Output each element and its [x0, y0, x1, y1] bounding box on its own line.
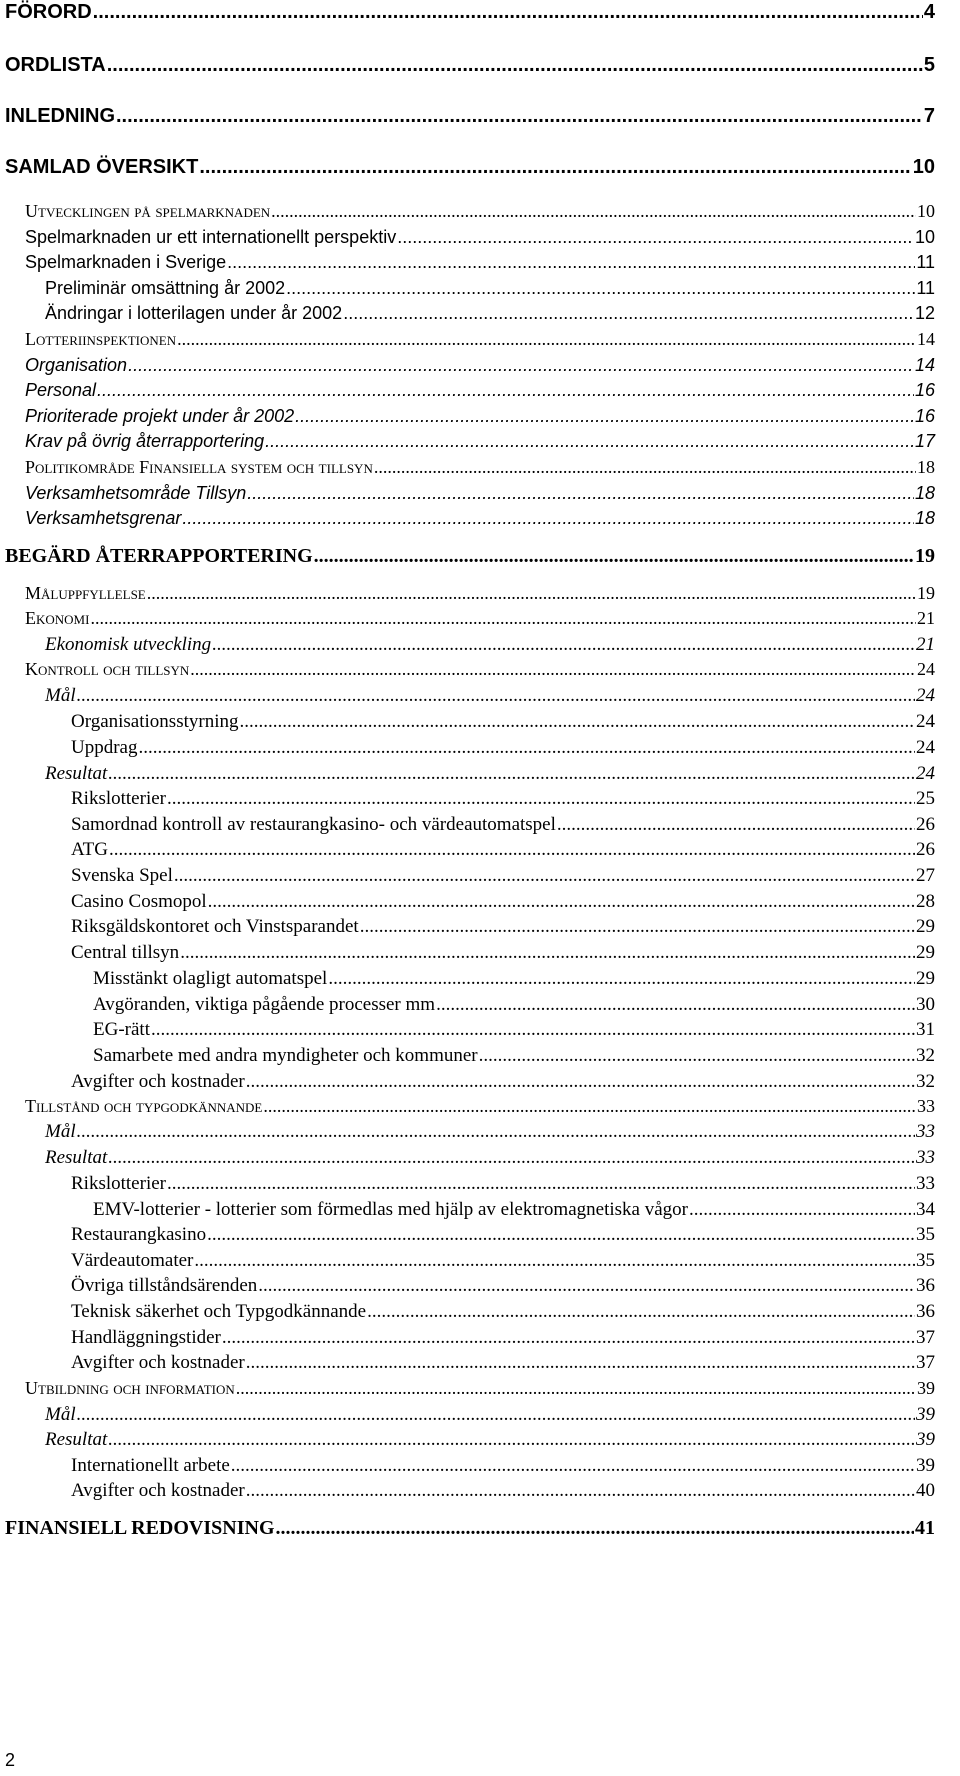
toc-dot-leader — [182, 509, 914, 527]
toc-entry-page: 18 — [914, 483, 935, 503]
toc-dot-leader — [177, 330, 916, 348]
toc-entry[interactable] — [71, 840, 935, 859]
toc-entry-title: INLEDNING — [5, 105, 115, 127]
toc-entry-page: 16 — [914, 380, 935, 400]
toc-entry-page: 34 — [916, 1199, 935, 1220]
toc-dot-leader — [258, 1276, 915, 1295]
toc-entry-page: 16 — [914, 406, 935, 426]
toc-dot-leader — [97, 381, 914, 399]
toc-dot-leader — [167, 1174, 915, 1193]
toc-entry[interactable] — [71, 1072, 935, 1091]
toc-dot-leader — [236, 1379, 916, 1397]
toc-entry[interactable] — [25, 356, 935, 374]
toc-dot-leader — [246, 1481, 915, 1500]
toc-dot-leader — [360, 917, 915, 936]
toc-entry-title: Resultat — [45, 763, 108, 784]
toc-entry-page: 33 — [917, 1096, 935, 1116]
toc-entry-title: Casino Cosmopol — [71, 891, 207, 912]
toc-entry[interactable] — [25, 228, 935, 246]
toc-dot-leader — [208, 892, 915, 911]
toc-entry-title: Samarbete med andra myndigheter och kommuner — [93, 1045, 478, 1066]
toc-entry[interactable] — [71, 943, 935, 962]
toc-entry[interactable] — [93, 995, 935, 1014]
toc-entry[interactable] — [25, 330, 935, 348]
toc-entry[interactable] — [71, 1302, 935, 1321]
toc-entry-title: Krav på övrig återrapportering — [25, 431, 265, 451]
toc-dot-leader — [247, 484, 914, 502]
toc-dot-leader — [557, 815, 915, 834]
toc-entry-page: 32 — [916, 1071, 935, 1092]
toc-entry-title: Spelmarknaden ur ett internationellt perspektiv — [25, 227, 397, 247]
toc-entry[interactable] — [25, 432, 935, 450]
toc-entry-page: 33 — [916, 1121, 935, 1142]
toc-entry[interactable] — [5, 55, 935, 75]
toc-entry-title: Måluppfyllelse — [25, 583, 146, 603]
toc-entry-title: Tillstånd och typgodkännande — [25, 1096, 263, 1116]
toc-entry-title: Politikområde Finansiella system och tillsyn — [25, 457, 373, 477]
toc-entry-page: 14 — [917, 329, 935, 349]
toc-entry[interactable] — [93, 1200, 935, 1219]
toc-entry-page: 10 — [917, 201, 935, 221]
toc-dot-leader — [227, 253, 915, 271]
toc-entry-page: 35 — [916, 1224, 935, 1245]
toc-entry[interactable] — [71, 1456, 935, 1475]
toc-dot-leader — [367, 1302, 915, 1321]
toc-entry[interactable] — [45, 279, 935, 297]
toc-entry[interactable] — [25, 253, 935, 271]
toc-dot-leader — [295, 407, 914, 425]
toc-dot-leader — [109, 840, 915, 859]
toc-entry-page: 41 — [915, 1517, 935, 1539]
toc-dot-leader — [436, 995, 915, 1014]
toc-dot-leader — [108, 1430, 915, 1449]
toc-entry[interactable] — [93, 1046, 935, 1065]
toc-dot-leader — [231, 1456, 915, 1475]
toc-dot-leader — [108, 1148, 915, 1167]
toc-entry[interactable] — [71, 815, 935, 834]
toc-entry-title: Resultat — [45, 1147, 108, 1168]
toc-entry-page: 11 — [916, 278, 935, 298]
toc-entry-page: 24 — [917, 659, 935, 679]
toc-entry-title: Teknisk säkerhet och Typgodkännande — [71, 1301, 367, 1322]
toc-entry[interactable] — [71, 866, 935, 885]
toc-entry-page: 24 — [916, 763, 935, 784]
toc-entry-title: Internationellt arbete — [71, 1455, 230, 1476]
toc-entry-page: 28 — [916, 891, 935, 912]
toc-entry[interactable] — [71, 1328, 935, 1347]
toc-entry-title: EMV-lotterier - lotterier som förmedlas med hjälp av elektromagnetiska vågor — [93, 1199, 688, 1220]
toc-dot-leader — [138, 738, 915, 757]
toc-entry[interactable] — [71, 1174, 935, 1193]
toc-entry-page: 39 — [917, 1378, 935, 1398]
toc-entry[interactable] — [45, 1430, 935, 1449]
toc-entry-page: 39 — [916, 1455, 935, 1476]
toc-entry-title: Verksamhetsgrenar — [25, 508, 182, 528]
toc-dot-leader — [190, 660, 916, 678]
toc-entry[interactable] — [25, 202, 935, 220]
toc-entry[interactable] — [25, 407, 935, 425]
toc-entry-title: Organisation — [25, 355, 128, 375]
toc-entry-page: 17 — [914, 431, 935, 451]
toc-entry-title: Restaurangkasino — [71, 1224, 207, 1245]
toc-entry-page: 10 — [912, 156, 935, 178]
toc-entry-page: 39 — [916, 1429, 935, 1450]
toc-entry-page: 10 — [914, 227, 935, 247]
toc-entry-page: 24 — [916, 685, 935, 706]
toc-entry-title: Samordnad kontroll av restaurangkasino- och värdeautomatspel — [71, 814, 556, 835]
toc-entry[interactable] — [25, 458, 935, 476]
toc-entry-title: ORDLISTA — [5, 54, 106, 76]
toc-entry-title: Rikslotterier — [71, 788, 166, 809]
toc-entry[interactable] — [71, 1481, 935, 1500]
toc-dot-leader — [180, 943, 915, 962]
toc-entry-page: 27 — [916, 865, 935, 886]
toc-entry-title: Ekonomisk utveckling — [45, 634, 212, 655]
toc-entry-title: SAMLAD ÖVERSIKT — [5, 156, 199, 178]
toc-dot-leader — [147, 584, 916, 602]
toc-entry[interactable] — [93, 1020, 935, 1039]
toc-entry-page: 25 — [916, 788, 935, 809]
toc-entry-page: 37 — [916, 1352, 935, 1373]
toc-entry-page: 30 — [916, 994, 935, 1015]
toc-entry[interactable] — [71, 892, 935, 911]
toc-entry-title: Ändringar i lotterilagen under år 2002 — [45, 303, 343, 323]
toc-entry-title: Mål — [45, 1121, 76, 1142]
toc-dot-leader — [286, 279, 915, 297]
toc-entry-title: Utbildning och information — [25, 1378, 235, 1398]
toc-entry[interactable] — [25, 509, 935, 527]
toc-entry-title: EG-rätt — [93, 1019, 150, 1040]
toc-entry-page: 29 — [916, 968, 935, 989]
toc-dot-leader — [199, 157, 911, 177]
toc-entry-page: 31 — [916, 1019, 935, 1040]
toc-entry-title: BEGÄRD ÅTERRAPPORTERING — [5, 545, 313, 567]
toc-entry-title: ATG — [71, 839, 108, 860]
toc-entry-page: 18 — [914, 508, 935, 528]
toc-entry-page: 21 — [917, 608, 935, 628]
toc-entry[interactable] — [5, 106, 935, 126]
toc-entry-page: 24 — [916, 711, 935, 732]
toc-dot-leader — [314, 546, 914, 566]
toc-entry[interactable] — [45, 304, 935, 322]
toc-entry[interactable] — [71, 1276, 935, 1295]
toc-dot-leader — [271, 202, 916, 220]
toc-entry[interactable] — [5, 1518, 935, 1538]
toc-dot-leader — [479, 1046, 915, 1065]
toc-entry-page: 24 — [916, 737, 935, 758]
toc-dot-leader — [194, 1251, 915, 1270]
toc-entry-title: Central tillsyn — [71, 942, 180, 963]
toc-dot-leader — [246, 1072, 915, 1091]
page-number: 2 — [5, 1750, 16, 1770]
toc-entry[interactable] — [25, 381, 935, 399]
toc-dot-leader — [174, 866, 915, 885]
toc-entry-page: 26 — [916, 814, 935, 835]
toc-entry[interactable] — [71, 789, 935, 808]
toc-dot-leader — [93, 2, 923, 22]
toc-entry-page: 19 — [915, 545, 935, 567]
toc-dot-leader — [77, 1405, 915, 1424]
toc-entry-title: Handläggningstider — [71, 1327, 221, 1348]
toc-dot-leader — [343, 304, 914, 322]
toc-entry-page: 32 — [916, 1045, 935, 1066]
toc-dot-leader — [263, 1097, 916, 1115]
toc-entry[interactable] — [45, 635, 935, 654]
toc-entry[interactable] — [45, 1148, 935, 1167]
toc-entry[interactable] — [71, 1353, 935, 1372]
toc-entry-title: Avgifter och kostnader — [71, 1071, 245, 1092]
toc-entry-title: Avgifter och kostnader — [71, 1352, 245, 1373]
toc-entry-page: 36 — [916, 1275, 935, 1296]
toc-entry-page: 7 — [923, 105, 935, 127]
toc-entry[interactable] — [25, 584, 935, 602]
toc-entry-page: 4 — [923, 1, 935, 23]
toc-entry-title: Kontroll och tillsyn — [25, 659, 190, 679]
toc-entry-page: 37 — [916, 1327, 935, 1348]
toc-entry[interactable] — [45, 686, 935, 705]
toc-entry-page: 35 — [916, 1250, 935, 1271]
toc-entry-title: Lotteriinspektionen — [25, 329, 177, 349]
toc-entry[interactable] — [5, 157, 935, 177]
toc-entry-title: Avgifter och kostnader — [71, 1480, 245, 1501]
toc-entry-title: Mål — [45, 1404, 76, 1425]
toc-entry-title: Preliminär omsättning år 2002 — [45, 278, 286, 298]
toc-dot-leader — [689, 1200, 915, 1219]
toc-entry[interactable] — [45, 1122, 935, 1141]
toc-dot-leader — [374, 458, 916, 476]
toc-entry[interactable] — [25, 484, 935, 502]
toc-entry[interactable] — [45, 1405, 935, 1424]
toc-dot-leader — [116, 106, 923, 126]
toc-dot-leader — [77, 1122, 915, 1141]
toc-entry[interactable] — [25, 609, 935, 627]
toc-entry-title: FÖRORD — [5, 1, 92, 23]
toc-entry[interactable] — [93, 969, 935, 988]
toc-entry-title: Resultat — [45, 1429, 108, 1450]
toc-entry[interactable] — [45, 764, 935, 783]
toc-entry-page: 33 — [916, 1173, 935, 1194]
toc-entry-title: Misstänkt olagligt automatspel — [93, 968, 328, 989]
toc-dot-leader — [151, 1020, 915, 1039]
toc-entry[interactable] — [71, 1225, 935, 1244]
toc-dot-leader — [90, 609, 916, 627]
toc-entry-page: 29 — [916, 942, 935, 963]
toc-entry-page: 18 — [917, 457, 935, 477]
toc-entry[interactable] — [25, 1379, 935, 1397]
toc-dot-leader — [397, 228, 914, 246]
toc-entry-title: Spelmarknaden i Sverige — [25, 252, 227, 272]
toc-entry-page: 21 — [916, 634, 935, 655]
toc-entry-page: 29 — [916, 916, 935, 937]
toc-entry-page: 26 — [916, 839, 935, 860]
toc-entry-title: Organisationsstyrning — [71, 711, 239, 732]
toc-dot-leader — [222, 1328, 915, 1347]
toc-dot-leader — [167, 789, 915, 808]
toc-entry[interactable] — [71, 738, 935, 757]
toc-entry[interactable] — [71, 1251, 935, 1270]
toc-entry-title: FINANSIELL REDOVISNING — [5, 1517, 275, 1539]
toc-entry-page: 39 — [916, 1404, 935, 1425]
toc-entry-page: 40 — [916, 1480, 935, 1501]
toc-dot-leader — [128, 356, 914, 374]
toc-entry[interactable] — [25, 660, 935, 678]
toc-entry-page: 19 — [917, 583, 935, 603]
toc-entry[interactable] — [5, 2, 935, 22]
toc-dot-leader — [212, 635, 915, 654]
toc-dot-leader — [107, 55, 923, 75]
toc-dot-leader — [265, 432, 914, 450]
toc-entry-title: Utvecklingen på spelmarknaden — [25, 201, 271, 221]
toc-entry-page: 33 — [916, 1147, 935, 1168]
toc-entry-title: Svenska Spel — [71, 865, 173, 886]
toc-dot-leader — [108, 764, 915, 783]
toc-dot-leader — [246, 1353, 915, 1372]
toc-entry[interactable] — [71, 917, 935, 936]
toc-entry-title: Personal — [25, 380, 97, 400]
toc-entry-page: 5 — [923, 54, 935, 76]
toc-entry-title: Verksamhetsområde Tillsyn — [25, 483, 247, 503]
toc-entry-title: Värdeautomater — [71, 1250, 194, 1271]
toc-entry-page: 12 — [914, 303, 935, 323]
toc-entry-title: Avgöranden, viktiga pågående processer mm — [93, 994, 436, 1015]
toc-entry-page: 11 — [916, 252, 935, 272]
toc-entry[interactable] — [71, 712, 935, 731]
toc-dot-leader — [328, 969, 915, 988]
toc-entry-title: Rikslotterier — [71, 1173, 166, 1194]
toc-dot-leader — [207, 1225, 915, 1244]
toc-dot-leader — [239, 712, 915, 731]
toc-entry[interactable] — [25, 1097, 935, 1115]
toc-entry-page: 14 — [914, 355, 935, 375]
toc-entry-title: Riksgäldskontoret och Vinstsparandet — [71, 916, 359, 937]
toc-entry[interactable] — [5, 546, 935, 566]
toc-entry-title: Uppdrag — [71, 737, 138, 758]
toc-entry-page: 36 — [916, 1301, 935, 1322]
toc-entry-title: Övriga tillståndsärenden — [71, 1275, 258, 1296]
toc-entry-title: Ekonomi — [25, 608, 90, 628]
toc-dot-leader — [77, 686, 915, 705]
toc-dot-leader — [276, 1518, 914, 1538]
toc-entry-title: Mål — [45, 685, 76, 706]
toc-entry-title: Prioriterade projekt under år 2002 — [25, 406, 295, 426]
